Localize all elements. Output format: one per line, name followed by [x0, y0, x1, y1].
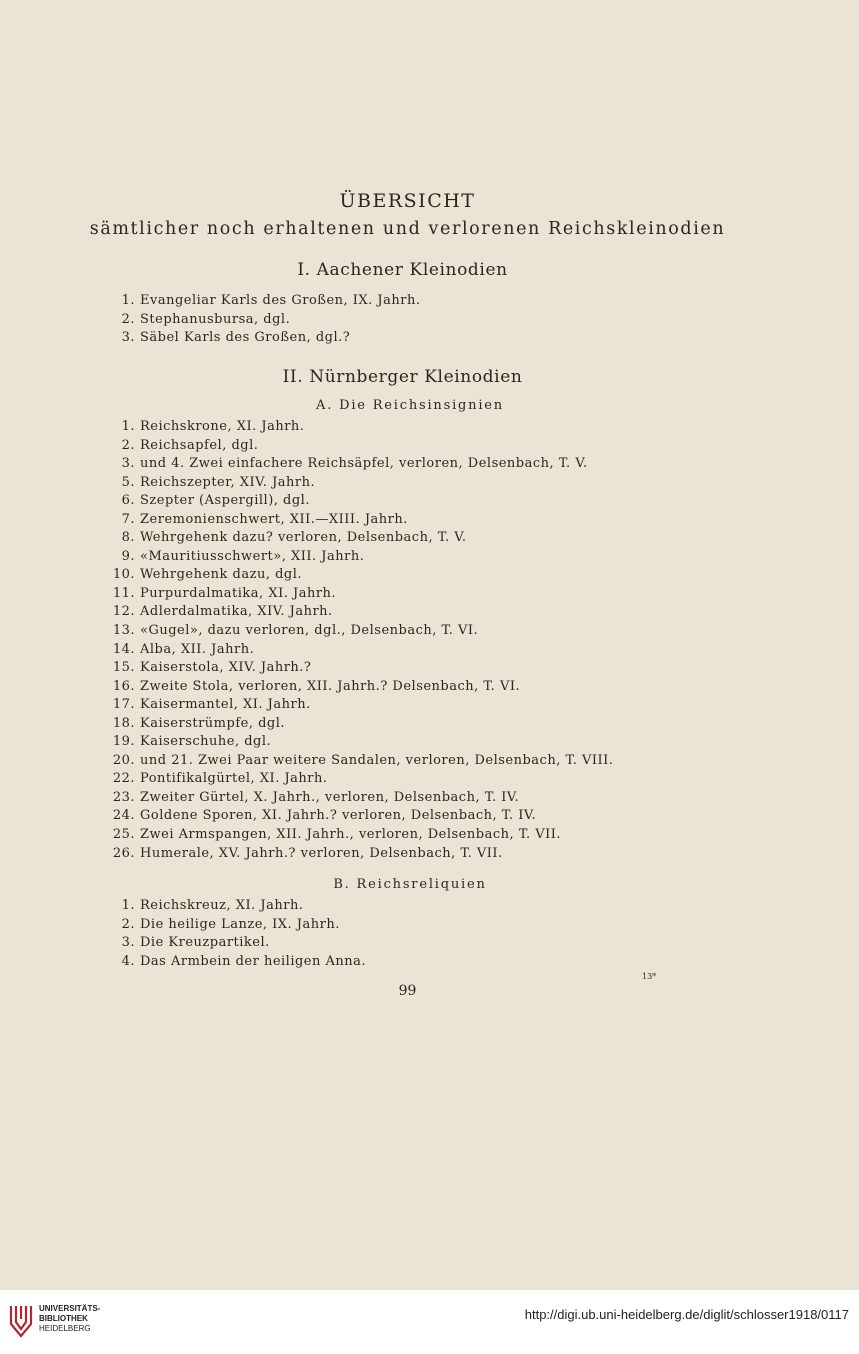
- permalink-url[interactable]: http://digi.ub.uni-heidelberg.de/diglit/schlosser1918/0117: [524, 1307, 849, 1322]
- list-item: 16. Zweite Stola, verloren, XII. Jahrh.? Delsenbach, T. VI.: [112, 678, 521, 694]
- list-item: 1. Evangeliar Karls des Großen, IX. Jahrh.: [121, 293, 421, 308]
- list-item: 23. Zweiter Gürtel, X. Jahrh., verloren, Delsenbach, T. IV.: [112, 789, 520, 805]
- signature-mark: 13*: [642, 972, 657, 981]
- list-item: 17. Kaisermantel, XI. Jahrh.: [112, 697, 311, 713]
- page-number: 99: [398, 983, 417, 999]
- section-heading-nuernberg: II. Nürnberger Kleinodien: [282, 367, 523, 387]
- list-item: 18. Kaiserstrümpfe, dgl.: [112, 715, 286, 731]
- list-item: 11. Purpurdalmatika, XI. Jahrh.: [112, 585, 337, 601]
- list-item: 6. Szepter (Aspergill), dgl.: [121, 493, 310, 509]
- list-item: 22. Pontifikalgürtel, XI. Jahrh.: [112, 771, 328, 787]
- list-item: 19. Kaiserschuhe, dgl.: [112, 734, 272, 750]
- list-item: 25. Zwei Armspangen, XII. Jahrh., verloren, Delsenbach, T. VII.: [112, 827, 562, 843]
- list-item: 2. Die heilige Lanze, IX. Jahrh.: [121, 916, 340, 932]
- list-item: 4. Das Armbein der heiligen Anna.: [121, 953, 367, 969]
- library-logo-icon: [8, 1302, 34, 1340]
- list-item: 5. Reichszepter, XIV. Jahrh.: [121, 474, 316, 490]
- list-item: 26. Humerale, XV. Jahrh.? verloren, Delsenbach, T. VII.: [112, 845, 503, 861]
- section-heading-aachen: I. Aachener Kleinodien: [297, 260, 508, 280]
- list-item: 20. und 21. Zwei Paar weitere Sandalen, verloren, Delsenbach, T. VIII.: [112, 752, 614, 768]
- list-item: 2. Stephanusbursa, dgl.: [121, 311, 291, 327]
- subsection-heading-reliquien: B. Reichsreliquien: [333, 877, 487, 892]
- aachen-list: [104, 292, 421, 348]
- list-item: 24. Goldene Sporen, XI. Jahrh.? verloren, Delsenbach, T. IV.: [112, 808, 537, 824]
- library-logo-text: UNIVERSITÄTS- BIBLIOTHEK HEIDELBERG: [39, 1304, 101, 1333]
- list-item: 12. Adlerdalmatika, XIV. Jahrh.: [112, 604, 333, 620]
- subsection-heading-insignien: A. Die Reichsinsignien: [316, 398, 504, 413]
- page-title: ÜBERSICHT: [339, 190, 476, 212]
- list-item: 14. Alba, XII. Jahrh.: [112, 641, 255, 657]
- reliquien-list: [104, 897, 366, 971]
- viewer-footer: [0, 1290, 859, 1354]
- insignien-list: [104, 418, 613, 863]
- list-item: 9. «Mauritiusschwert», XII. Jahrh.: [121, 548, 365, 564]
- list-item: 7. Zeremonienschwert, XII.—XIII. Jahrh.: [121, 511, 408, 527]
- list-item: 3. und 4. Zwei einfachere Reichsäpfel, verloren, Delsenbach, T. V.: [121, 456, 588, 472]
- list-item: 3. Die Kreuzpartikel.: [121, 935, 270, 951]
- list-item: 1. Reichskreuz, XI. Jahrh.: [121, 898, 304, 913]
- list-item: 3. Säbel Karls des Großen, dgl.?: [121, 330, 351, 346]
- list-item: 10. Wehrgehenk dazu, dgl.: [112, 567, 303, 583]
- list-item: 1. Reichskrone, XI. Jahrh.: [121, 419, 305, 434]
- page-subtitle: sämtlicher noch erhaltenen und verlorenen Reichskleinodien: [89, 219, 726, 239]
- list-item: 15. Kaiserstola, XIV. Jahrh.?: [112, 660, 312, 676]
- list-item: 13. «Gugel», dazu verloren, dgl., Delsenbach, T. VI.: [112, 623, 479, 639]
- list-item: 2. Reichsapfel, dgl.: [121, 437, 259, 453]
- list-item: 8. Wehrgehenk dazu? verloren, Delsenbach, T. V.: [121, 530, 467, 546]
